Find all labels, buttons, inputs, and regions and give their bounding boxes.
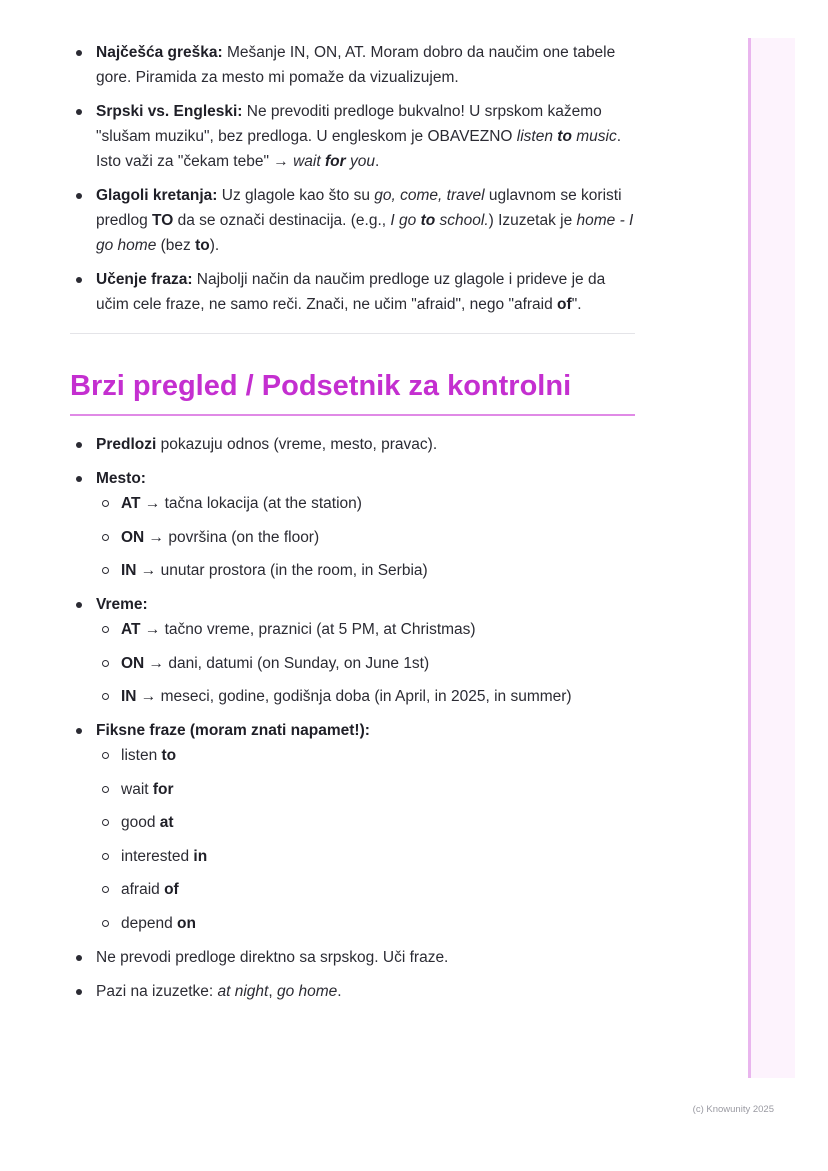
sublist-place <box>96 491 635 583</box>
sublist-item: ON → površina (on the floor) <box>96 525 635 550</box>
sublist-item: depend on <box>96 911 635 936</box>
sublist-item: afraid of <box>96 877 635 902</box>
sublist-item: listen to <box>96 743 635 768</box>
sublist-item: AT → tačna lokacija (at the station) <box>96 491 635 516</box>
sublist-item: good at <box>96 810 635 835</box>
section-divider <box>70 333 635 334</box>
notes-list <box>70 40 635 317</box>
sublist-item: ON → dani, datumi (on Sunday, on June 1st) <box>96 651 635 676</box>
list-item: Mesto: AT → tačna lokacija (at the station) ON → površina (on the floor) IN → unutar prostora (in the room, in Serbia) <box>70 466 635 583</box>
list-item: Fiksne fraze (moram znati napamet!): listen to wait for good at interested in afraid of depend on <box>70 718 635 936</box>
list-item: Predlozi pokazuju odnos (vreme, mesto, pravac). <box>70 432 635 457</box>
sublist-item: wait for <box>96 777 635 802</box>
list-item: Učenje fraza: Najbolji način da naučim predloge uz glagole i prideve je da učim cele fraze, ne samo reči. Znači, ne učim "afraid", nego "afraid of". <box>70 267 635 317</box>
sublist-item: IN → unutar prostora (in the room, in Serbia) <box>96 558 635 583</box>
list-item: Glagoli kretanja: Uz glagole kao što su go, come, travel uglavnom se koristi predlog TO da se označi destinacija. (e.g., I go to school.) Izuzetak je home - I go home (bez to). <box>70 183 635 258</box>
sublist-item: IN → meseci, godine, godišnja doba (in April, in 2025, in summer) <box>96 684 635 709</box>
sublist-item: interested in <box>96 844 635 869</box>
page-content <box>70 40 635 1013</box>
sublist-time <box>96 617 635 709</box>
copyright-footer: (c) Knowunity 2025 <box>692 1104 774 1115</box>
list-item: Najčešća greška: Mešanje IN, ON, AT. Moram dobro da naučim one tabele gore. Piramida za mesto mi pomaže da vizualizujem. <box>70 40 635 90</box>
list-item: Pazi na izuzetke: at night, go home. <box>70 979 635 1004</box>
section-heading: Brzi pregled / Podsetnik za kontrolni <box>70 368 635 416</box>
sublist-phrases <box>96 743 635 936</box>
list-item: Srpski vs. Engleski: Ne prevoditi predloge bukvalno! U srpskom kažemo "slušam muziku", bez predloga. U engleskom je OBAVEZNO listen to music. Isto važi za "čekam tebe" → wait for you. <box>70 99 635 174</box>
sublist-item: AT → tačno vreme, praznici (at 5 PM, at Christmas) <box>96 617 635 642</box>
list-item: Ne prevodi predloge direktno sa srpskog. Uči fraze. <box>70 945 635 970</box>
list-item: Vreme: AT → tačno vreme, praznici (at 5 PM, at Christmas) ON → dani, datumi (on Sunday, on June 1st) IN → meseci, godine, godišnja doba (in April, in 2025, in summer) <box>70 592 635 709</box>
summary-list <box>70 432 635 1004</box>
side-margin-panel <box>748 38 795 1078</box>
